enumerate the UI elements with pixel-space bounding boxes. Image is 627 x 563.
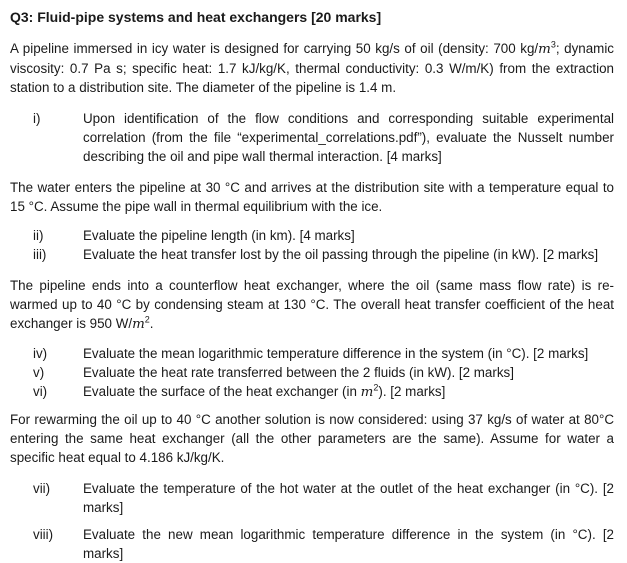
question-text: Evaluate the mean logarithmic temperature difference in the system (in °C). [2 marks] <box>83 346 589 361</box>
question-vii <box>10 479 614 517</box>
question-number: iv) <box>33 346 48 361</box>
exponent-2: 2 <box>373 382 379 393</box>
question-text: Evaluate the heat transfer lost by the oil passing through the pipeline (in kW). [2 marks] <box>83 247 599 262</box>
intro-paragraph <box>10 39 614 97</box>
exponent-2: 2 <box>144 314 150 325</box>
question-number: viii) <box>33 527 54 542</box>
question-text: Evaluate the heat rate transferred between the 2 fluids (in kW). [2 marks] <box>83 365 514 380</box>
math-m: m <box>360 385 374 400</box>
water-paragraph: The water enters the pipeline at 30 °C and arrives at the distribution site with a temperature equal to 15 °C. Assume the pipe wall in thermal equilibrium with the ice. <box>10 180 614 214</box>
question-number: ii) <box>33 228 44 243</box>
question-document <box>10 8 614 563</box>
intro-text-a: A pipeline immersed in icy water is designed for carrying 50 kg/s of oil (density: 700 kg/ <box>10 41 539 56</box>
question-v <box>10 363 614 382</box>
rewarming-paragraph: For rewarming the oil up to 40 °C another solution is now considered: using 37 kg/s of water at 80°C entering the same heat exchanger (all the other parameters are the same). Assume for water a specific heat equal to 4.186 kJ/kg/K. <box>10 412 614 465</box>
question-text: Evaluate the pipeline length (in km). [4 marks] <box>83 228 355 243</box>
question-vi <box>10 382 614 402</box>
question-number: iii) <box>33 247 47 262</box>
intro-text-b: ; dynamic viscosity: 0.7 Pa s; specific heat: 1.7 kJ/kg/K, thermal conductivity: 0.3 W/m/K) from the extraction station to a distribution site. The diameter of the pipeline is 1.4 m. <box>10 41 614 95</box>
exponent-3: 3 <box>550 39 556 50</box>
question-number: i) <box>33 111 41 126</box>
heat-exchanger-paragraph <box>10 276 614 334</box>
question-ii <box>10 226 614 245</box>
question-iv <box>10 344 614 363</box>
question-viii <box>10 525 614 563</box>
question-number: vi) <box>33 384 48 399</box>
math-m: m <box>132 317 145 332</box>
question-text <box>83 382 614 402</box>
question-text: Evaluate the new mean logarithmic temperature difference in the system (in °C). [2 marks] <box>83 527 614 561</box>
math-m: m <box>538 42 551 57</box>
question-text: Evaluate the temperature of the hot water at the outlet of the heat exchanger (in °C). [2 marks] <box>83 481 614 515</box>
question-text: Upon identification of the flow conditions and corresponding suitable experimental correlation (from the file “experimental_correlations.pdf”), evaluate the Nusselt number describing the oil and pipe wall thermal interaction. [4 marks] <box>83 111 614 164</box>
question-i <box>10 109 614 166</box>
question-title: Q3: Fluid-pipe systems and heat exchangers [20 marks] <box>10 9 382 25</box>
question-number: vii) <box>33 481 51 496</box>
q-vi-text-b: ). [2 marks] <box>378 384 446 399</box>
question-iii <box>10 245 614 264</box>
question-number: v) <box>33 365 45 380</box>
q-vi-text-a: Evaluate the surface of the heat exchanger (in <box>83 384 361 399</box>
hx-text-end: . <box>149 316 154 331</box>
hx-text-a: The pipeline ends into a counterflow heat exchanger, where the oil (same mass flow rate) is re-warmed up to 40 °C by condensing steam at 130 °C. The overall heat transfer coefficient of the heat exchanger is 950 W/ <box>10 278 614 331</box>
